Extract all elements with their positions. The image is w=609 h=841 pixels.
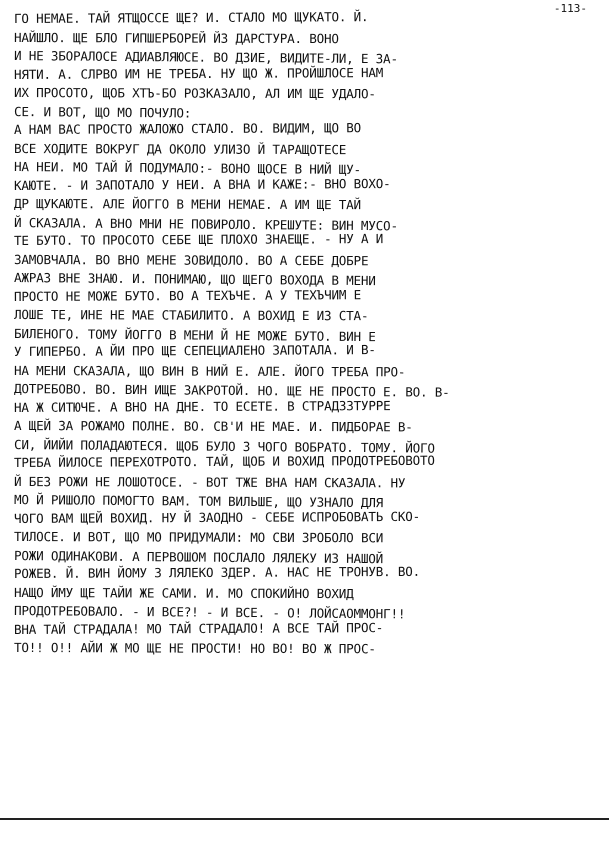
text-line: НА Ж СИТЮЧЕ. А ВНО НА ДНЕ. ТО ЕСЕТЕ. В СТРАДЗЗТУРРЕ <box>13 397 391 415</box>
text-line: ЗАМОВЧАЛА. ВО ВНО МЕНЕ ЗОВИДОЛО. ВО А СЕБЕ ДОБРЕ <box>13 251 369 268</box>
text-line: ПРОДОТРЕБОВАЛО. - И ВСЕ?! - И ВСЕ. - О! ЛОЙСАОММОНГ!! <box>13 603 406 622</box>
text-line: ИХ ПРОСОТО, ЩОБ ХТЪ-БО РОЗКАЗАЛО, АЛ ИМ ЩЕ УДАЛО- <box>13 85 376 102</box>
text-line: ТРЕБА ЙИЛОСЕ ПЕРЕХОТРОТО. ТАЙ, ЩОБ И ВОХИД ПРОДОТРЕБОВОТО <box>13 452 435 470</box>
text-line: НАЩО ЙМУ ЩЕ ТАЙИ ЖЕ САМИ. И. МО СПОКИЙНО ВОХИД <box>13 584 354 601</box>
text-line: ДОТРЕБОВО. ВО. ВИН ИЩЕ ЗАКРОТОЙ. НО. ЩЕ НЕ ПРОСТО Е. ВО. В- <box>13 381 450 400</box>
text-line: ВНА ТАЙ СТРАДАЛА! МО ТАЙ СТРАДАЛО! А ВСЕ ТАЙ ПРОС- <box>13 619 384 637</box>
text-line: АЖРАЗ ВНЕ ЗНАЮ. И. ПОНИМАЮ, ЩО ЩЕГО ВОХОДА В МЕНИ <box>13 270 376 289</box>
bottom-edge-line <box>0 818 609 820</box>
text-line: СИ, ЙИЙИ ПОЛАДАЮТЕСЯ. ЩОБ БУЛО З ЧОГО ВОБРАТО. ТОМУ. ЙОГО <box>13 436 435 456</box>
text-line: ПРОСТО НЕ МОЖЕ БУТО. ВО А ТЕХЪЧЕ. А У ТЕХЪЧИМ Е <box>13 286 361 304</box>
text-line: А ЩЕЙ ЗА РОЖАМО ПОЛНЕ. ВО. СВ'И НЕ МАЕ. И. ПИДБОРАЕ В- <box>13 418 413 435</box>
text-line: У ГИПЕРБО. А ЙИ ПРО ЩЕ СЕПЕЦИАЛЕНО ЗАПОТАЛА. И В- <box>13 342 376 359</box>
text-line: НА НЕИ. МО ТАЙ Й ПОДУМАЛО:- ВОНО ЩОСЕ В НИЙ ЩУ- <box>13 159 362 178</box>
text-line: И НЕ ЗБОРАЛОСЕ АДИАВЛЯЮСЕ. ВО ДЗИЕ, ВИДИТЕ-ЛИ, Е ЗА- <box>13 48 398 67</box>
text-line: Й БЕЗ РОЖИ НЕ ЛОШОТОСЕ. - ВОТ ТЖЕ ВНА НАМ СКАЗАЛА. НУ <box>13 473 406 490</box>
text-line: НАЙШЛО. ЩЕ БЛО ГИПШЕРБОРЕЙ ЙЗ ДАРСТУРА. ВОНО <box>13 29 339 46</box>
text-line: НА МЕНИ СКАЗАЛА, ЩО ВИН В НИЙ Е. АЛЕ. ЙОГО ТРЕБА ПРО- <box>13 362 406 379</box>
text-line: ДР ЩУКАЮТЕ. АЛЕ ЙОГГО В МЕНИ НЕМАЕ. А ИМ ЩЕ ТАЙ <box>13 196 361 213</box>
handwritten-text-block <box>14 10 596 658</box>
text-line: А НАМ ВАС ПРОСТО ЖАЛОЖО СТАЛО. ВО. ВИДИМ, ЩО ВО <box>13 120 361 137</box>
page-number: -113- <box>553 2 587 15</box>
text-line: ТИЛОСЕ. И ВОТ, ЩО МО ПРИДУМАЛИ: МО СВИ ЗРОБОЛО ВСИ <box>13 529 384 546</box>
text-line: ТО!! О!! АЙИ Ж МО ЩЕ НЕ ПРОСТИ! НО ВО! ВО Ж ПРОС- <box>13 640 376 657</box>
text-line: СЕ. И ВОТ, ЩО МО ПОЧУЛО: <box>13 103 192 121</box>
text-line: ГО НЕМАЕ. ТАЙ ЯТЩОССЕ ЩЕ? И. СТАЛО МО ЩУКАТО. Й. <box>13 9 369 26</box>
text-line: РОЖЕВ. Й. ВИН ЙОМУ З ЛЯЛЕКО ЗДЕР. А. НАС НЕ ТРОНУВ. ВО. <box>13 563 421 581</box>
text-line: ЧОГО ВАМ ЩЕЙ ВОХИД. НУ Й ЗАОДНО - СЕБЕ ИСПРОБОВАТЬ СКО- <box>13 508 421 526</box>
text-line: Й СКАЗАЛА. А ВНО МНИ НЕ ПОВИРОЛО. КРЕШУТЕ: ВИН МУСО- <box>13 214 398 233</box>
text-line: МО Й РИШОЛО ПОМОГТО ВАМ. ТОМ ВИЛЬШЕ, ЩО УЗНАЛО ДЛЯ <box>13 492 384 511</box>
text-line: КАЮТЕ. - И ЗАПОТАЛО У НЕИ. А ВНА И КАЖЕ:- ВНО ВОХО- <box>13 175 391 193</box>
text-line: ТЕ БУТО. ТО ПРОСОТО СЕБЕ ЩЕ ПЛОХО ЗНАЕЩЕ. - НУ А И <box>13 231 384 248</box>
text-line: НЯТИ. А. СЛРВО ИМ НЕ ТРЕБА. НУ ЩО Ж. ПРОЙШЛОСЕ НАМ <box>13 64 384 82</box>
text-line: ВСЕ ХОДИТЕ ВОКРУГ ДА ОКОЛО УЛИЗО Й ТАРАЩОТЕСЕ <box>13 140 347 157</box>
text-line: РОЖИ ОДИНАКОВИ. А ПЕРВОШОМ ПОСЛАЛО ЛЯЛЕКУ ИЗ НАШОЙ <box>13 547 384 566</box>
text-line: ЛОШЕ ТЕ, ИНЕ НЕ МАЕ СТАБИЛИТО. А ВОХИД Е ИЗ СТА- <box>13 307 369 324</box>
text-line: БИЛЕНОГО. ТОМУ ЙОГГО В МЕНИ Й НЕ МОЖЕ БУТО. ВИН Е <box>13 325 376 344</box>
